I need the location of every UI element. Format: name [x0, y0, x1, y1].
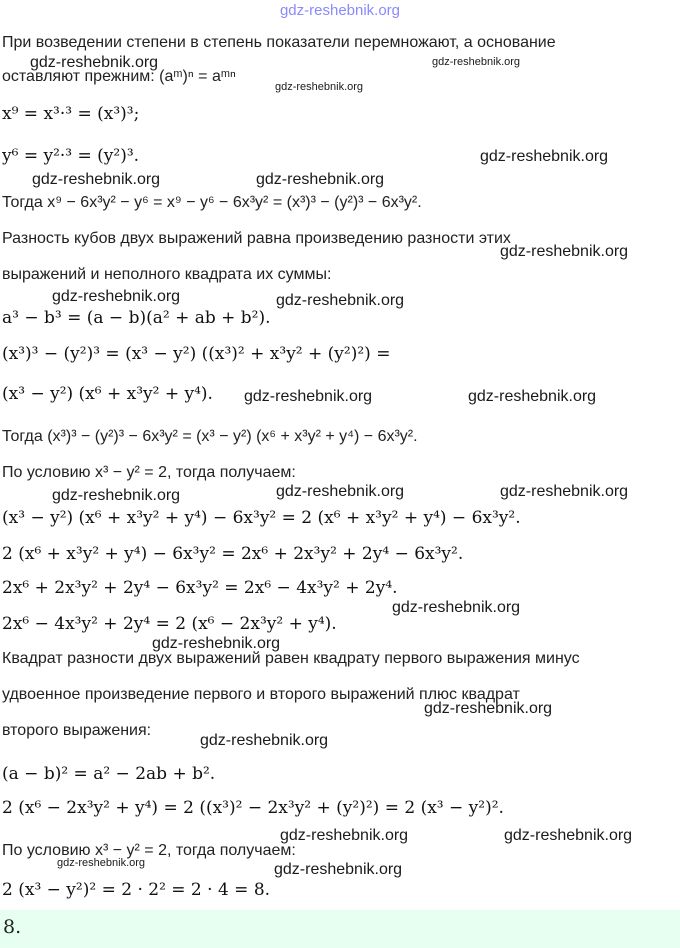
formula-line: (x³ − y²) (x⁶ + x³y² + y⁴). [2, 384, 213, 404]
formula-line: 2 (x⁶ − 2x³y² + y⁴) = 2 ((x³)² − 2x³y² + (y²)²) = 2 (x³ − y²)². [2, 798, 504, 818]
site-header-link[interactable]: gdz-reshebnik.org [279, 2, 401, 19]
solution-line: второго выражения: [2, 722, 152, 739]
answer-value: 8. [3, 916, 22, 938]
watermark: gdz-reshebnik.org [256, 171, 385, 188]
formula-line: 2x⁶ − 4x³y² + 2y⁴ = 2 (x⁶ − 2x³y² + y⁴). [2, 614, 337, 634]
answer-block [0, 910, 680, 948]
formula-line: (x³ − y²) (x⁶ + x³y² + y⁴) − 6x³y² = 2 (x⁶ + x³y² + y⁴) − 6x³y². [2, 508, 521, 528]
watermark: gdz-reshebnik.org [504, 827, 633, 844]
formula-line: 2 (x⁶ + x³y² + y⁴) − 6x³y² = 2x⁶ + 2x³y² + 2y⁴ − 6x³y². [2, 544, 464, 564]
watermark: gdz-reshebnik.org [276, 292, 405, 309]
solution-line: оставляют прежним: (aᵐ)ⁿ = aᵐⁿ [2, 68, 236, 85]
solution-line: Тогда (x³)³ − (y²)³ − 6x³y² = (x³ − y²) (x⁶ + x³y² + y⁴) − 6x³y². [2, 428, 418, 445]
watermark: gdz-reshebnik.org [52, 288, 181, 305]
watermark: gdz-reshebnik.org [392, 599, 521, 616]
watermark: gdz-reshebnik.org [276, 483, 405, 500]
solution-line: выражений и неполного квадрата их суммы: [2, 266, 332, 283]
watermark: gdz-reshebnik.org [280, 827, 409, 844]
watermark: gdz-reshebnik.org [244, 388, 373, 405]
solution-line: При возведении степени в степень показатели перемножают, а основание [2, 34, 556, 51]
watermark: gdz-reshebnik.org [424, 700, 553, 717]
formula-line: (x³)³ − (y²)³ = (x³ − y²) ((x³)² + x³y² + (y²)²) = [2, 344, 391, 364]
watermark: gdz-reshebnik.org [468, 388, 597, 405]
watermark: gdz-reshebnik.org [200, 732, 329, 749]
solution-line: Квадрат разности двух выражений равен квадрату первого выражения минус [2, 650, 580, 667]
watermark: gdz-reshebnik.org [432, 56, 521, 68]
solution-line: Тогда x⁹ − 6x³y² − y⁶ = x⁹ − y⁶ − 6x³y² = (x³)³ − (y²)³ − 6x³y². [2, 194, 422, 211]
solution-line: По условию x³ − y² = 2, тогда получаем: [2, 464, 296, 481]
solution-line: Разность кубов двух выражений равна произведению разности этих [2, 230, 511, 247]
watermark: gdz-reshebnik.org [152, 635, 281, 652]
watermark: gdz-reshebnik.org [30, 54, 159, 71]
formula-line: a³ − b³ = (a − b)(a² + ab + b²). [2, 308, 271, 328]
formula-line: 2 (x³ − y²)² = 2 · 2² = 2 · 4 = 8. [2, 880, 271, 900]
formula-line: 2x⁶ + 2x³y² + 2y⁴ − 6x³y² = 2x⁶ − 4x³y² + 2y⁴. [2, 578, 398, 598]
watermark: gdz-reshebnik.org [57, 857, 146, 869]
solution-line: По условию x³ − y² = 2, тогда получаем: [2, 842, 296, 859]
watermark: gdz-reshebnik.org [52, 487, 181, 504]
watermark: gdz-reshebnik.org [274, 861, 403, 878]
watermark: gdz-reshebnik.org [500, 243, 629, 260]
formula-line: y⁶ = y²·³ = (y²)³. [2, 146, 140, 166]
watermark: gdz-reshebnik.org [500, 483, 629, 500]
watermark: gdz-reshebnik.org [480, 148, 609, 165]
watermark: gdz-reshebnik.org [32, 171, 161, 188]
solution-line: удвоенное произведение первого и второго выражений плюс квадрат [2, 686, 520, 703]
formula-line: (a − b)² = a² − 2ab + b². [2, 764, 216, 784]
formula-line: x⁹ = x³·³ = (x³)³; [2, 104, 140, 124]
watermark: gdz-reshebnik.org [275, 81, 364, 93]
